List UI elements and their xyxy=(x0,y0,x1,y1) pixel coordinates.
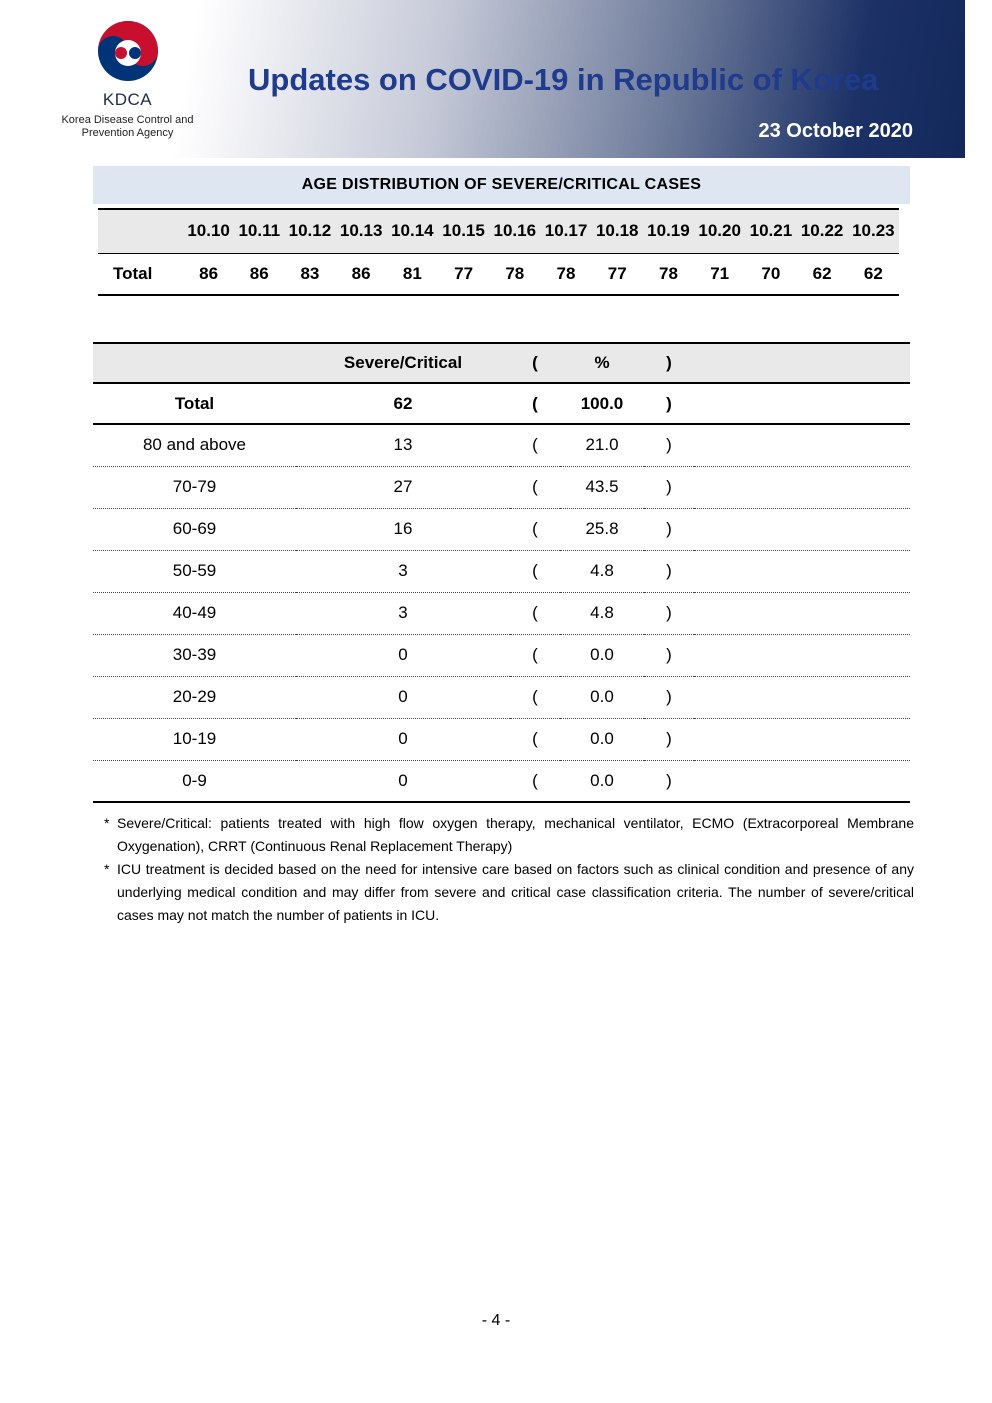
age-group-count: 3 xyxy=(296,592,510,634)
age-group-label: 60-69 xyxy=(93,508,296,550)
age-group-label: 20-29 xyxy=(93,676,296,718)
age-group-label: 30-39 xyxy=(93,634,296,676)
age-group-label: 10-19 xyxy=(93,718,296,760)
trend-date-header: 10.18 xyxy=(592,209,643,253)
age-group-close-paren: ) xyxy=(644,676,694,718)
age-header-percent: % xyxy=(560,343,644,383)
age-group-open-paren: ( xyxy=(510,718,560,760)
age-row xyxy=(93,634,910,676)
trend-row-label: Total xyxy=(98,253,183,295)
age-header-spacer xyxy=(694,343,910,383)
age-header-count: Severe/Critical xyxy=(296,343,510,383)
age-header-open-paren: ( xyxy=(510,343,560,383)
age-group-percent: 0.0 xyxy=(560,634,644,676)
section-title: AGE DISTRIBUTION OF SEVERE/CRITICAL CASES xyxy=(93,166,910,204)
age-group-spacer xyxy=(694,592,910,634)
footnote-text: Severe/Critical: patients treated with high flow oxygen therapy, mechanical ventilator, ECMO (Extracorporeal Membrane Oxygenation), CRRT (Continuous Renal Replacement Therapy) xyxy=(117,815,914,854)
trend-total-value: 62 xyxy=(848,253,899,295)
age-group-close-paren: ) xyxy=(644,760,694,802)
age-group-percent: 21.0 xyxy=(560,424,644,466)
kdca-logo xyxy=(55,20,200,140)
age-group-spacer xyxy=(694,634,910,676)
trend-date-header: 10.22 xyxy=(797,209,848,253)
trend-total-value: 81 xyxy=(387,253,438,295)
age-group-open-paren: ( xyxy=(510,760,560,802)
daily-trend-table xyxy=(98,208,899,296)
footnote-marker: * xyxy=(104,815,110,831)
age-total-row xyxy=(93,383,910,424)
age-group-close-paren: ) xyxy=(644,718,694,760)
age-group-count: 3 xyxy=(296,550,510,592)
trend-total-value: 78 xyxy=(540,253,591,295)
age-group-label: 80 and above xyxy=(93,424,296,466)
age-group-open-paren: ( xyxy=(510,424,560,466)
age-group-label: 40-49 xyxy=(93,592,296,634)
age-row xyxy=(93,676,910,718)
age-total-close-paren: ) xyxy=(644,383,694,424)
age-total-open-paren: ( xyxy=(510,383,560,424)
age-group-spacer xyxy=(694,550,910,592)
age-group-label: 0-9 xyxy=(93,760,296,802)
trend-total-value: 78 xyxy=(643,253,694,295)
age-group-open-paren: ( xyxy=(510,466,560,508)
age-group-close-paren: ) xyxy=(644,424,694,466)
trend-date-header: 10.21 xyxy=(745,209,796,253)
age-row xyxy=(93,550,910,592)
trend-date-header: 10.19 xyxy=(643,209,694,253)
footnotes xyxy=(104,812,914,927)
age-total-count: 62 xyxy=(296,383,510,424)
trend-date-header: 10.14 xyxy=(387,209,438,253)
age-group-spacer xyxy=(694,508,910,550)
age-group-count: 27 xyxy=(296,466,510,508)
trend-total-value: 83 xyxy=(284,253,335,295)
age-header-close-paren: ) xyxy=(644,343,694,383)
report-date: 23 October 2020 xyxy=(758,120,913,142)
trend-date-header: 10.23 xyxy=(848,209,899,253)
age-group-count: 0 xyxy=(296,760,510,802)
age-group-spacer xyxy=(694,424,910,466)
logo-agency-name xyxy=(55,114,200,140)
age-group-open-paren: ( xyxy=(510,634,560,676)
age-group-close-paren: ) xyxy=(644,550,694,592)
trend-date-header: 10.12 xyxy=(284,209,335,253)
age-total-percent: 100.0 xyxy=(560,383,644,424)
age-row xyxy=(93,760,910,802)
trend-total-value: 86 xyxy=(336,253,387,295)
trend-header-row xyxy=(98,209,899,253)
trend-total-value: 71 xyxy=(694,253,745,295)
age-group-open-paren: ( xyxy=(510,550,560,592)
age-row xyxy=(93,424,910,466)
footnote-marker: * xyxy=(104,861,110,877)
trend-date-header: 10.11 xyxy=(234,209,284,253)
age-group-percent: 0.0 xyxy=(560,676,644,718)
trend-total-value: 78 xyxy=(489,253,540,295)
trend-total-value: 86 xyxy=(183,253,234,295)
trend-total-row xyxy=(98,253,899,295)
age-group-spacer xyxy=(694,760,910,802)
trend-total-value: 86 xyxy=(234,253,284,295)
trend-date-header: 10.15 xyxy=(438,209,489,253)
age-group-close-paren: ) xyxy=(644,634,694,676)
age-group-open-paren: ( xyxy=(510,508,560,550)
age-distribution-table xyxy=(93,342,910,803)
age-row xyxy=(93,592,910,634)
trend-date-header: 10.16 xyxy=(489,209,540,253)
age-group-percent: 4.8 xyxy=(560,550,644,592)
age-group-spacer xyxy=(694,466,910,508)
trend-date-header: 10.17 xyxy=(540,209,591,253)
age-group-spacer xyxy=(694,718,910,760)
age-group-count: 16 xyxy=(296,508,510,550)
trend-total-value: 77 xyxy=(592,253,643,295)
age-group-percent: 0.0 xyxy=(560,718,644,760)
trend-total-value: 77 xyxy=(438,253,489,295)
age-group-count: 0 xyxy=(296,676,510,718)
age-group-percent: 43.5 xyxy=(560,466,644,508)
footnote-2 xyxy=(104,858,914,927)
taegeuk-emblem-icon xyxy=(97,20,159,82)
age-group-label: 50-59 xyxy=(93,550,296,592)
age-row xyxy=(93,718,910,760)
age-group-label: 70-79 xyxy=(93,466,296,508)
age-group-percent: 0.0 xyxy=(560,760,644,802)
footnote-text: ICU treatment is decided based on the need for intensive care based on factors such as clinical condition and presence of any underlying medical condition and may differ from severe and critical case classification criteria. The number of severe/critical cases may not match the number of patients in ICU. xyxy=(117,861,914,923)
age-group-close-paren: ) xyxy=(644,592,694,634)
logo-agency-line2: Prevention Agency xyxy=(81,127,174,139)
trend-total-value: 70 xyxy=(745,253,796,295)
logo-agency-line1: Korea Disease Control and xyxy=(61,114,194,126)
age-group-percent: 4.8 xyxy=(560,592,644,634)
age-group-close-paren: ) xyxy=(644,466,694,508)
age-total-label: Total xyxy=(93,383,296,424)
age-group-spacer xyxy=(694,676,910,718)
age-group-count: 0 xyxy=(296,718,510,760)
trend-date-header: 10.10 xyxy=(183,209,234,253)
trend-total-value: 62 xyxy=(797,253,848,295)
age-row xyxy=(93,508,910,550)
footnote-1 xyxy=(104,812,914,858)
page-header xyxy=(0,0,965,158)
age-header-blank xyxy=(93,343,296,383)
age-group-percent: 25.8 xyxy=(560,508,644,550)
age-header-row xyxy=(93,343,910,383)
age-group-open-paren: ( xyxy=(510,676,560,718)
age-group-open-paren: ( xyxy=(510,592,560,634)
age-group-close-paren: ) xyxy=(644,508,694,550)
logo-abbreviation: KDCA xyxy=(102,90,153,109)
trend-date-header: 10.20 xyxy=(694,209,745,253)
age-row xyxy=(93,466,910,508)
age-total-spacer xyxy=(694,383,910,424)
page-number: - 4 - xyxy=(481,1312,511,1329)
trend-corner-cell xyxy=(98,209,183,253)
age-group-count: 13 xyxy=(296,424,510,466)
trend-date-header: 10.13 xyxy=(336,209,387,253)
page-title: Updates on COVID-19 in Republic of Korea xyxy=(248,62,879,97)
age-group-count: 0 xyxy=(296,634,510,676)
